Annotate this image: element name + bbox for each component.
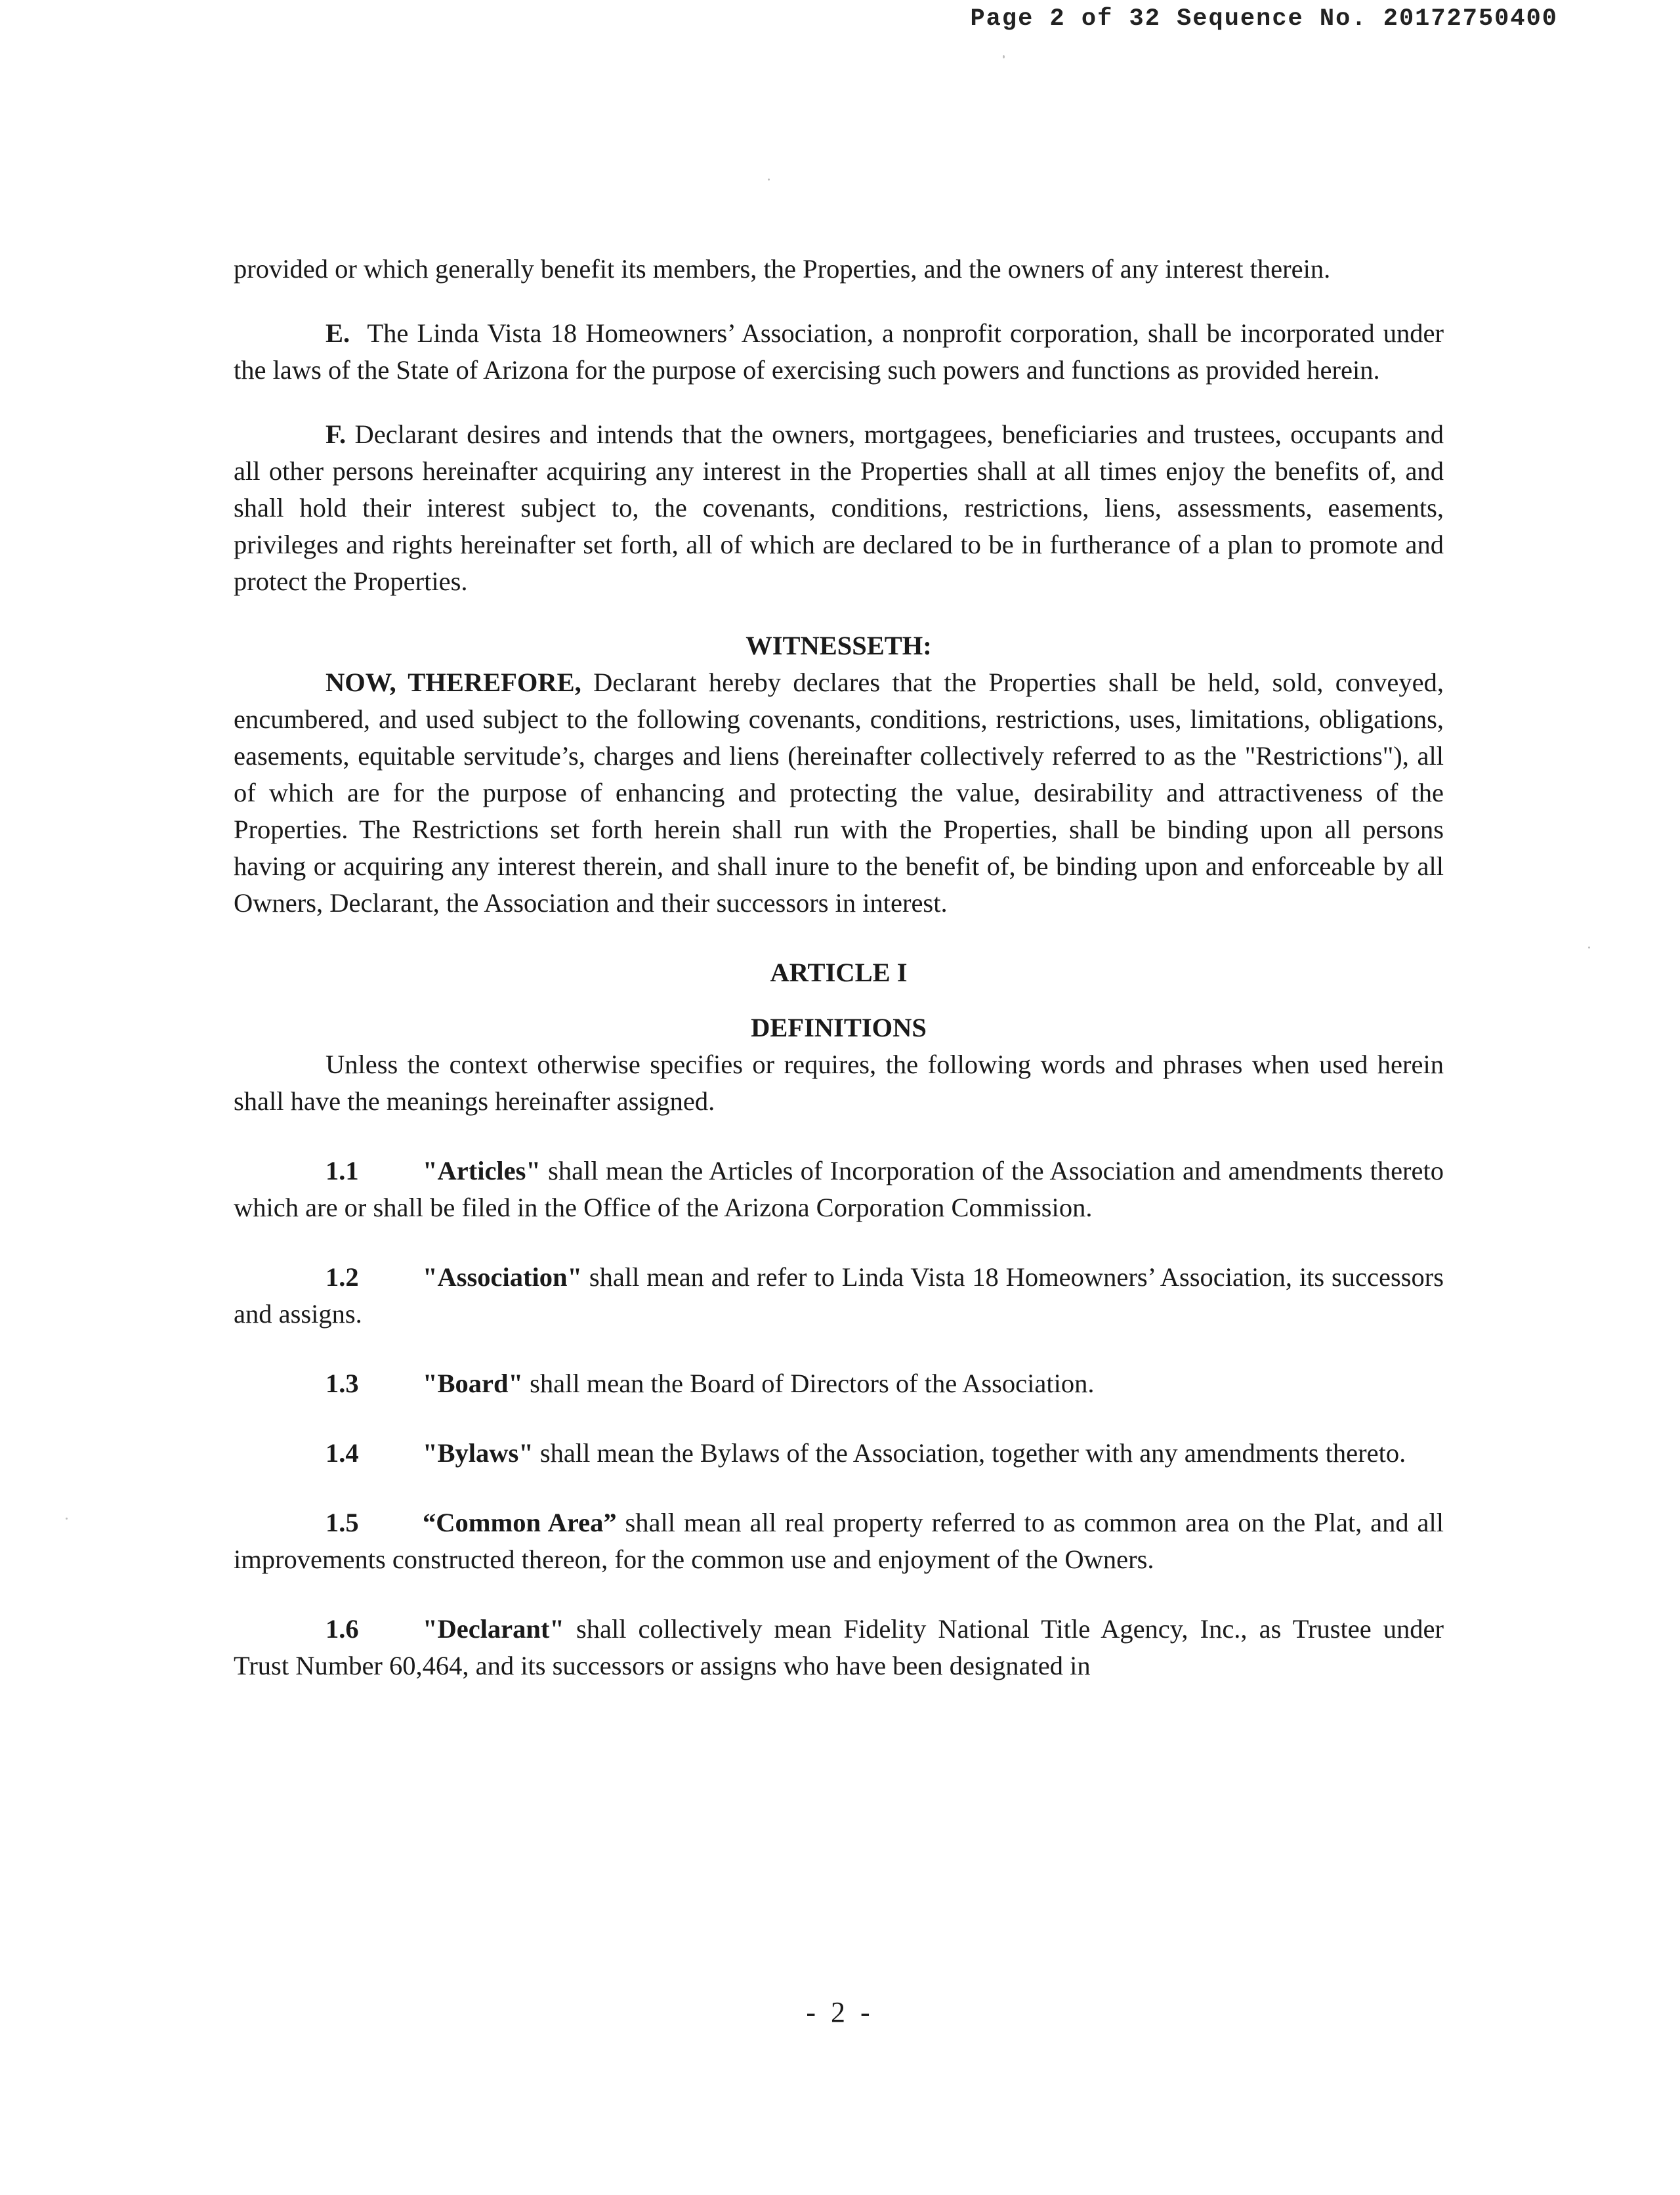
- paragraph-e-text: The Linda Vista 18 Homeowners’ Association, a nonprofit corporation, shall be incorporated under the laws of the State of Arizona for the purpose of exercising such powers and functions as provided herein.: [234, 318, 1444, 385]
- paragraph-f: [234, 416, 1444, 600]
- definition-number: 1.5: [326, 1508, 359, 1537]
- definition-text: shall mean the Board of Directors of the Association.: [530, 1369, 1095, 1398]
- definition-declarant: [234, 1611, 1444, 1684]
- witnesseth-lead: NOW, THEREFORE,: [326, 668, 581, 697]
- definition-text: shall collectively mean Fidelity National Title Agency, Inc., as Trustee under Trust Number 60,464, and its successors or assigns who have been designated in: [234, 1614, 1444, 1680]
- definition-term: "Declarant": [423, 1614, 564, 1644]
- paragraph-e-label: E.: [326, 318, 350, 348]
- definition-common-area: [234, 1504, 1444, 1578]
- definition-term: “Common Area”: [423, 1508, 617, 1537]
- page-number: - 2 -: [806, 1996, 874, 2028]
- definition-text: shall mean all real property referred to as common area on the Plat, and all improvements constructed thereon, for the common use and enjoyment of the Owners.: [234, 1508, 1444, 1574]
- article-subtitle: DEFINITIONS: [751, 1013, 927, 1042]
- scan-speck: [1003, 55, 1005, 58]
- definition-number: 1.4: [326, 1438, 359, 1468]
- scan-speck: [768, 179, 770, 181]
- definition-term: "Bylaws": [423, 1438, 534, 1468]
- paragraph-f-label: F.: [326, 419, 346, 449]
- scan-speck: [1588, 947, 1590, 948]
- definition-text: shall mean the Articles of Incorporation of the Association and amendments thereto which are or shall be filed in the Office of the Arizona Corporation Commission.: [234, 1156, 1444, 1222]
- witnesseth-heading: WITNESSETH:: [746, 631, 932, 660]
- definition-term: "Articles": [423, 1156, 541, 1185]
- definition-number: 1.6: [326, 1614, 359, 1644]
- paragraph-f-text: Declarant desires and intends that the owners, mortgagees, beneficiaries and trustees, occupants and all other persons hereinafter acquiring any interest in the Properties shall at all times enjoy the benefits of, and shall hold their interest subject to, the covenants, conditions, restrictions, liens, assessments, easements, privileges and rights hereinafter set forth, all of which are declared to be in furtherance of a plan to promote and protect the Properties.: [234, 419, 1444, 596]
- article-title: ARTICLE I: [770, 958, 908, 987]
- page-header: Page 2 of 32 Sequence No. 20172750400: [970, 5, 1558, 33]
- definition-number: 1.1: [326, 1156, 359, 1185]
- definitions-intro: Unless the context otherwise specifies or requires, the following words and phrases when used herein shall have the meanings hereinafter assigned.: [234, 1050, 1444, 1116]
- definition-association: [234, 1259, 1444, 1332]
- definition-number: 1.2: [326, 1262, 359, 1292]
- definition-term: "Association": [423, 1262, 582, 1292]
- paragraph-e: [234, 315, 1444, 389]
- definition-number: 1.3: [326, 1369, 359, 1398]
- intro-paragraph: provided or which generally benefit its members, the Properties, and the owners of any interest therein.: [234, 254, 1331, 284]
- witnesseth-paragraph: [234, 664, 1444, 922]
- definition-term: "Board": [423, 1369, 523, 1398]
- definition-text: shall mean and refer to Linda Vista 18 Homeowners’ Association, its successors and assigns.: [234, 1262, 1444, 1329]
- definition-board: [234, 1365, 1444, 1402]
- scan-speck: [66, 1518, 68, 1520]
- definition-text: shall mean the Bylaws of the Association, together with any amendments thereto.: [539, 1438, 1406, 1468]
- witnesseth-text: Declarant hereby declares that the Properties shall be held, sold, conveyed, encumbered, and used subject to the following covenants, conditions, restrictions, uses, limitations, obligations, easements, equitable servitude’s, charges and liens (hereinafter collectively referred to as the "Restrictions"), all of which are for the purpose of enhancing and protecting the value, desirability and attractiveness of the Properties. The Restrictions set forth herein shall run with the Properties, shall be binding upon all persons having or acquiring any interest therein, and shall inure to the benefit of, be binding upon and enforceable by all Owners, Declarant, the Association and their successors in interest.: [234, 668, 1444, 918]
- definition-articles: [234, 1153, 1444, 1226]
- document-body: [234, 251, 1444, 1684]
- definition-bylaws: [234, 1435, 1444, 1472]
